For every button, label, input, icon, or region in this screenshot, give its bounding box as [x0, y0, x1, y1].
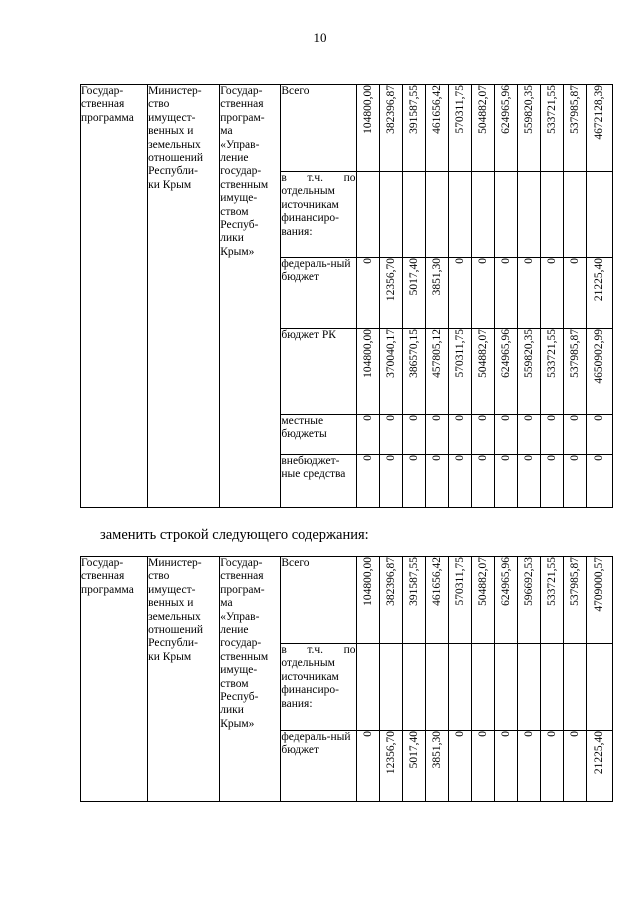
- value-cell: 12356,70: [379, 731, 402, 802]
- value-cell: 533721,55: [540, 557, 563, 644]
- value-cell: 0: [425, 455, 448, 508]
- value-cell: 461656,42: [425, 85, 448, 172]
- cell-responsible: Министер- ство имущест- венных и земельных отношений Республи- ки Крым: [148, 85, 220, 508]
- value-cell: [425, 172, 448, 258]
- value-cell: [379, 644, 402, 731]
- value-cell: 0: [540, 415, 563, 455]
- value-cell: 5017,40: [402, 258, 425, 329]
- value-cell: 0: [425, 415, 448, 455]
- value-cell: 0: [586, 415, 612, 455]
- row-label: местные бюджеты: [281, 415, 356, 455]
- value-cell: 0: [517, 455, 540, 508]
- value-cell: 624965,96: [494, 329, 517, 415]
- value-cell: [356, 644, 379, 731]
- value-cell: 0: [563, 731, 586, 802]
- row-label: бюджет РК: [281, 329, 356, 415]
- value-cell: [586, 644, 612, 731]
- row-label: федераль-ный бюджет: [281, 731, 356, 802]
- value-cell: 21225,40: [586, 258, 612, 329]
- value-cell: 104800,00: [356, 85, 379, 172]
- value-cell: 0: [448, 455, 471, 508]
- row-label: внебюджет-ные средства: [281, 455, 356, 508]
- value-cell: 504882,07: [471, 557, 494, 644]
- value-cell: 0: [356, 258, 379, 329]
- value-cell: 391587,55: [402, 557, 425, 644]
- value-cell: [471, 644, 494, 731]
- budget-table-new: [80, 556, 613, 802]
- value-cell: 537985,87: [563, 557, 586, 644]
- value-cell: [494, 172, 517, 258]
- row-label: Всего: [281, 85, 356, 172]
- value-cell: 370040,17: [379, 329, 402, 415]
- value-cell: 391587,55: [402, 85, 425, 172]
- value-cell: 0: [379, 415, 402, 455]
- value-cell: 0: [517, 258, 540, 329]
- value-cell: 0: [448, 258, 471, 329]
- value-cell: [448, 172, 471, 258]
- value-cell: 0: [356, 731, 379, 802]
- value-cell: 0: [471, 415, 494, 455]
- value-cell: 504882,07: [471, 329, 494, 415]
- value-cell: 559820,35: [517, 85, 540, 172]
- connector-text: заменить строкой следующего содержания:: [100, 527, 369, 543]
- value-cell: 0: [471, 731, 494, 802]
- row-label: в т.ч. по отдельным источникам финансиро-вания:: [281, 172, 356, 258]
- value-cell: [425, 644, 448, 731]
- value-cell: [448, 644, 471, 731]
- value-cell: [563, 172, 586, 258]
- table-row: [81, 85, 613, 172]
- value-cell: 0: [494, 258, 517, 329]
- cell-program-type: Государ- ственная программа: [81, 85, 148, 508]
- value-cell: 0: [563, 258, 586, 329]
- value-cell: 533721,55: [540, 85, 563, 172]
- row-label: федераль-ный бюджет: [281, 258, 356, 329]
- value-cell: 0: [494, 455, 517, 508]
- value-cell: 0: [494, 415, 517, 455]
- value-cell: 570311,75: [448, 329, 471, 415]
- value-cell: 0: [402, 455, 425, 508]
- value-cell: 624965,96: [494, 557, 517, 644]
- value-cell: 3851,30: [425, 258, 448, 329]
- value-cell: 0: [402, 415, 425, 455]
- value-cell: [494, 644, 517, 731]
- value-cell: 0: [471, 455, 494, 508]
- cell-responsible: Министер- ство имущест- венных и земельных отношений Республи- ки Крым: [148, 557, 220, 802]
- value-cell: 0: [517, 415, 540, 455]
- row-label: Всего: [281, 557, 356, 644]
- value-cell: 3851,30: [425, 731, 448, 802]
- value-cell: 461656,42: [425, 557, 448, 644]
- value-cell: 624965,96: [494, 85, 517, 172]
- budget-table-old: [80, 84, 613, 508]
- value-cell: 570311,75: [448, 85, 471, 172]
- value-cell: [540, 172, 563, 258]
- value-cell: 0: [448, 731, 471, 802]
- value-cell: 0: [494, 731, 517, 802]
- value-cell: [517, 644, 540, 731]
- value-cell: 382396,87: [379, 557, 402, 644]
- value-cell: [402, 172, 425, 258]
- value-cell: 5017,40: [402, 731, 425, 802]
- value-cell: 559820,35: [517, 329, 540, 415]
- value-cell: 0: [586, 455, 612, 508]
- value-cell: 4709000,57: [586, 557, 612, 644]
- value-cell: 0: [471, 258, 494, 329]
- value-cell: [356, 172, 379, 258]
- value-cell: 21225,40: [586, 731, 612, 802]
- value-cell: 0: [379, 455, 402, 508]
- value-cell: [540, 644, 563, 731]
- value-cell: 12356,70: [379, 258, 402, 329]
- value-cell: 533721,55: [540, 329, 563, 415]
- value-cell: [563, 644, 586, 731]
- value-cell: [517, 172, 540, 258]
- value-cell: 4672128,39: [586, 85, 612, 172]
- value-cell: 0: [356, 455, 379, 508]
- value-cell: 386570,15: [402, 329, 425, 415]
- value-cell: 0: [540, 455, 563, 508]
- value-cell: 570311,75: [448, 557, 471, 644]
- value-cell: [379, 172, 402, 258]
- value-cell: 4650902,99: [586, 329, 612, 415]
- value-cell: 596692,53: [517, 557, 540, 644]
- value-cell: 457805,12: [425, 329, 448, 415]
- value-cell: 104800,00: [356, 557, 379, 644]
- value-cell: 537985,87: [563, 85, 586, 172]
- row-label: в т.ч. по отдельным источникам финансиро-вания:: [281, 644, 356, 731]
- value-cell: [402, 644, 425, 731]
- value-cell: 0: [356, 415, 379, 455]
- cell-program-type: Государ- ственная программа: [81, 557, 148, 802]
- value-cell: [586, 172, 612, 258]
- value-cell: [471, 172, 494, 258]
- value-cell: 0: [517, 731, 540, 802]
- cell-program-name: Государ- ственная програм- ма «Управ- ление государ- ственным имуще- ством Респуб- лики Крым»: [220, 85, 281, 508]
- table-row: [81, 557, 613, 644]
- cell-program-name: Государ- ственная програм- ма «Управ- ление государ- ственным имуще- ством Респуб- лики Крым»: [220, 557, 281, 802]
- value-cell: 382396,87: [379, 85, 402, 172]
- value-cell: 504882,07: [471, 85, 494, 172]
- value-cell: 0: [540, 731, 563, 802]
- value-cell: 0: [540, 258, 563, 329]
- value-cell: 104800,00: [356, 329, 379, 415]
- value-cell: 0: [563, 455, 586, 508]
- value-cell: 0: [563, 415, 586, 455]
- page-number: 10: [313, 30, 327, 45]
- value-cell: 0: [448, 415, 471, 455]
- value-cell: 537985,87: [563, 329, 586, 415]
